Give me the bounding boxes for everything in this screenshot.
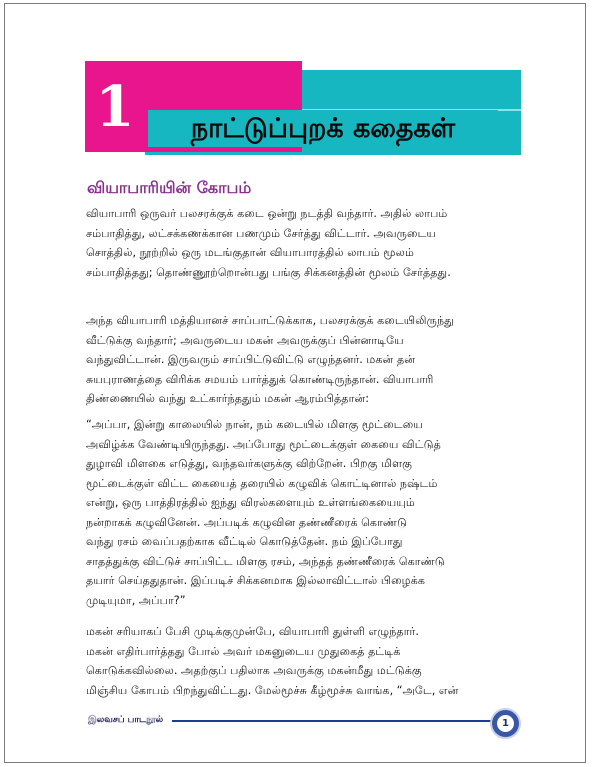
- text-line: மகன் சரியாகப் பேசி முடிக்குமுன்பே, வியாபாரி துள்ளி எழுந்தார்.: [86, 625, 419, 638]
- text-line: அந்த வியாபாரி மத்தியானச் சாப்பாட்டுக்காக, பலசரக்குக் கடையிலிருந்து: [86, 314, 454, 327]
- paragraph-4: [86, 622, 504, 700]
- text-line: திண்ணையில் வந்து உட்கார்ந்ததும் மகன் ஆரம்பித்தான்:: [86, 392, 370, 405]
- text-line: வந்துவிட்டான். இருவரும் சாப்பிட்டுவிட்டு எழுந்தனர். மகன் தன்: [86, 353, 416, 366]
- paragraph-1: [86, 204, 504, 282]
- text-line: கொடுக்கவில்லை. அதற்குப் பதிலாக அவருக்கு மகன்மீது மட்டுக்கு: [86, 664, 422, 677]
- text-line: வந்து ரசம் வைப்பதற்காக வீட்டில் கொடுத்தேன். நம் இப்போது: [86, 535, 403, 548]
- footer-rule: [172, 720, 495, 722]
- text-line: துழாவி மிளகை எடுத்து, வந்தவர்களுக்கு விற்றேன். பிறகு மிளகு: [86, 457, 413, 470]
- text-line: சொத்தில், நூற்றில் ஒரு மடங்குதான் வியாபாரத்தில் லாபம் மூலம்: [86, 246, 414, 259]
- chapter-banner: [85, 61, 521, 155]
- text-line: மூட்டைக்குள் விட்ட கையைத் தரையில் கழுவிக் கொட்டினால் நஷ்டம்: [86, 476, 438, 490]
- paragraph-3: [86, 415, 504, 610]
- story-title: வியாபாரியின் கோபம்: [87, 178, 252, 197]
- text-line: வியாபாரி ஒருவர் பலசரக்குக் கடை ஒன்று நடத்தி வந்தார். அதில் லாபம்: [86, 207, 448, 220]
- text-line: தயார் செய்ததுதான். இப்படிச் சிக்கனமாக இல்லாவிட்டால் பிழைக்க: [86, 574, 426, 587]
- text-line: அவிழ்க்க வேண்டியிருந்தது. அப்போது மூட்டைக்குள் கையை விட்டுத்: [86, 437, 441, 451]
- text-line: சாதத்துக்கு விட்டுச் சாப்பிட்ட மிளகு ரசம், அந்தத் தண்ணீரைக் கொண்டு: [86, 554, 445, 568]
- page-number: 1: [497, 715, 514, 732]
- page-number-badge: [492, 710, 519, 737]
- chapter-number: 1: [95, 74, 135, 140]
- text-line: சம்பாதித்து, லட்சக்கணக்கான பணமும் சேர்த்து விட்டார். அவருடைய: [86, 226, 437, 240]
- footer-label: இலவசப் பாடநூல்: [88, 715, 164, 725]
- text-line: வீட்டுக்கு வந்தார்; அவருடைய மகன் அவருக்குப் பின்னாடியே: [86, 333, 404, 347]
- chapter-title: நாட்டுப்புறக் கதைகள்: [148, 110, 498, 147]
- text-line: என்று, ஒரு பாத்திரத்தில் ஐந்து விரல்களையும் உள்ளங்கையையும்: [86, 496, 415, 509]
- text-line: நன்றாகக் கழுவினேன். அப்படிக் கழுவின தண்ணீரைக் கொண்டு: [86, 515, 408, 529]
- text-line: சுயபுராணத்தை விரிக்க சமயம் பார்த்துக் கொண்டிருந்தான். வியாபாரி: [86, 372, 434, 386]
- text-line: மிஞ்சிய கோபம் பிறந்துவிட்டது. மேல்மூச்சு கீழ்மூச்சு வாங்க, “அடே, என்: [86, 683, 459, 697]
- text-line: மகன் எதிர்பார்த்தது போல் அவர் மகனுடைய முதுகைத் தட்டிக்: [86, 644, 401, 658]
- text-line: “அப்பா, இன்று காலையில் நான், நம் கடையில் மிளகு மூட்டையை: [86, 418, 423, 431]
- text-line: முடியுமா, அப்பா?”: [86, 593, 186, 607]
- paragraph-2: [86, 311, 504, 409]
- text-line: சம்பாதித்தது; தொண்ணூற்றொன்பது பங்கு சிக்கனத்தின் மூலம் சேர்த்தது.: [86, 265, 451, 279]
